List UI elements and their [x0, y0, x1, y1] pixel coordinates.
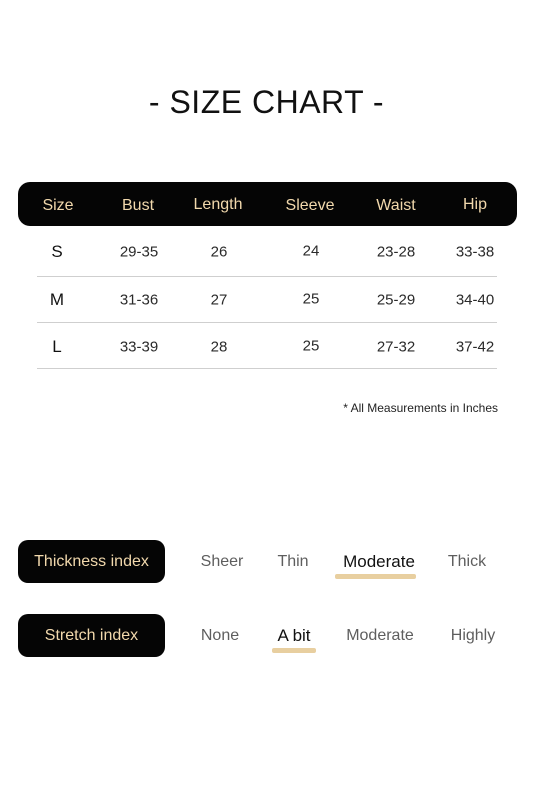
row-divider	[37, 368, 497, 369]
table-cell-sleeve: 25	[302, 290, 320, 308]
table-cell-length: 28	[210, 338, 228, 356]
table-cell-size: L	[52, 337, 62, 356]
table-cell-length: 27	[210, 291, 228, 309]
table-cell-bust: 29-35	[119, 243, 159, 261]
thickness-option-thick: Thick	[447, 553, 487, 570]
header-sleeve: Sleeve	[285, 197, 335, 214]
table-cell-bust: 31-36	[119, 291, 159, 309]
stretch-option-moderate: Moderate	[346, 627, 414, 644]
stretch-option-highly: Highly	[450, 627, 496, 644]
table-cell-waist: 27-32	[376, 338, 416, 356]
measurement-note: * All Measurements in Inches	[343, 401, 498, 415]
header-length: Length	[193, 196, 243, 213]
table-cell-size: S	[51, 242, 63, 261]
header-size: Size	[42, 197, 74, 214]
thickness-option-moderate: Moderate	[343, 552, 415, 571]
table-cell-sleeve: 24	[302, 242, 320, 260]
row-divider	[37, 276, 497, 277]
row-divider	[37, 322, 497, 323]
thickness-selected-underline	[335, 574, 416, 579]
thickness-option-thin: Thin	[277, 553, 309, 570]
header-waist: Waist	[376, 197, 416, 214]
table-cell-sleeve: 25	[302, 337, 320, 355]
header-bust: Bust	[121, 197, 155, 214]
table-cell-hip: 34-40	[455, 291, 495, 309]
stretch-option-none: None	[200, 627, 240, 644]
size-table-header	[18, 182, 517, 226]
page-title: - SIZE CHART -	[148, 84, 385, 120]
thickness-index-label: Thickness index	[18, 540, 165, 583]
table-cell-waist: 25-29	[376, 291, 416, 309]
stretch-selected-underline	[272, 648, 316, 653]
stretch-index-label: Stretch index	[18, 614, 165, 657]
table-cell-length: 26	[210, 243, 228, 261]
table-cell-bust: 33-39	[119, 338, 159, 356]
table-cell-hip: 33-38	[455, 243, 495, 261]
table-cell-hip: 37-42	[455, 338, 495, 356]
table-cell-waist: 23-28	[376, 243, 416, 261]
stretch-option-a-bit: A bit	[277, 626, 311, 645]
thickness-option-sheer: Sheer	[200, 553, 244, 570]
header-hip: Hip	[462, 196, 488, 213]
table-cell-size: M	[49, 290, 65, 309]
